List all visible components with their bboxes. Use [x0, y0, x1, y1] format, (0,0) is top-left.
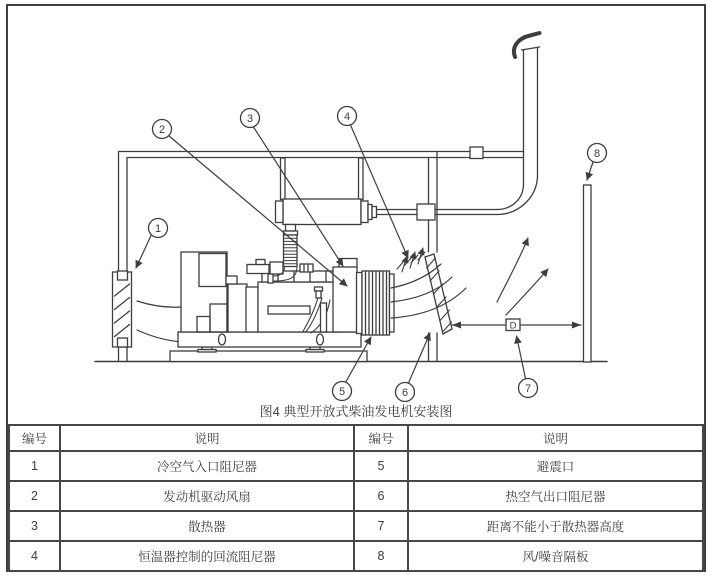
svg-text:1: 1	[154, 223, 162, 235]
header-description-2: 说明	[408, 425, 703, 451]
header-number-1: 编号	[9, 425, 60, 451]
cell-number: 3	[9, 511, 60, 541]
svg-text:7: 7	[524, 383, 532, 395]
cell-number: 4	[9, 541, 60, 571]
cell-description: 发动机驱动风扇	[60, 481, 354, 511]
callout-8	[588, 144, 607, 163]
cell-number: 6	[354, 481, 408, 511]
cell-description: 冷空气入口阻尼器	[60, 451, 354, 481]
table-row	[9, 451, 703, 481]
cell-number: 1	[9, 451, 60, 481]
callout-5	[333, 382, 352, 401]
table-row	[9, 541, 703, 571]
header-number-2: 编号	[354, 425, 408, 451]
cell-number: 5	[354, 451, 408, 481]
cell-description: 热空气出口阻尼器	[408, 481, 703, 511]
parts-table	[8, 424, 704, 572]
svg-text:2: 2	[158, 124, 166, 136]
callout-7	[519, 379, 538, 398]
cell-description: 距离不能小于散热器高度	[408, 511, 703, 541]
svg-text:4: 4	[343, 111, 351, 123]
callout-2	[153, 120, 172, 139]
callout-4	[338, 107, 357, 126]
table-row	[9, 481, 703, 511]
outlet-airflow-arrows	[391, 238, 548, 318]
noise-baffle	[584, 185, 592, 362]
exhaust-pipe-run	[377, 33, 540, 220]
callout-6	[396, 383, 415, 402]
cell-number: 7	[354, 511, 408, 541]
svg-text:3: 3	[246, 113, 254, 125]
diesel-engine	[226, 260, 339, 334]
callout-1	[149, 219, 168, 238]
cell-description: 避震口	[408, 451, 703, 481]
callout-3	[241, 109, 260, 128]
exhaust-muffler	[276, 158, 377, 235]
cell-description: 风/噪音隔板	[408, 541, 703, 571]
cold-air-inlet-damper	[113, 271, 132, 347]
flexible-exhaust-pipe	[284, 235, 298, 267]
control-cabinet	[181, 252, 227, 332]
radiator-flex-duct	[357, 271, 395, 335]
svg-text:6: 6	[401, 387, 409, 399]
genset-base	[170, 332, 367, 362]
distance-dimension	[452, 319, 581, 332]
figure-caption: 图4 典型开放式柴油发电机安装图	[259, 404, 453, 419]
header-description-1: 说明	[60, 425, 354, 451]
installation-diagram	[8, 6, 704, 402]
cell-description: 散热器	[60, 511, 354, 541]
figure-page	[6, 4, 706, 572]
recirculation-damper	[397, 248, 425, 272]
svg-text:8: 8	[593, 148, 601, 160]
engine-fan-shroud	[333, 259, 357, 333]
cell-description: 恒温器控制的回流阻尼器	[60, 541, 354, 571]
svg-text:5: 5	[338, 386, 346, 398]
cell-number: 8	[354, 541, 408, 571]
cell-number: 2	[9, 481, 60, 511]
dimension-label: D	[509, 320, 517, 332]
table-row	[9, 511, 703, 541]
table-header-row	[9, 425, 703, 451]
